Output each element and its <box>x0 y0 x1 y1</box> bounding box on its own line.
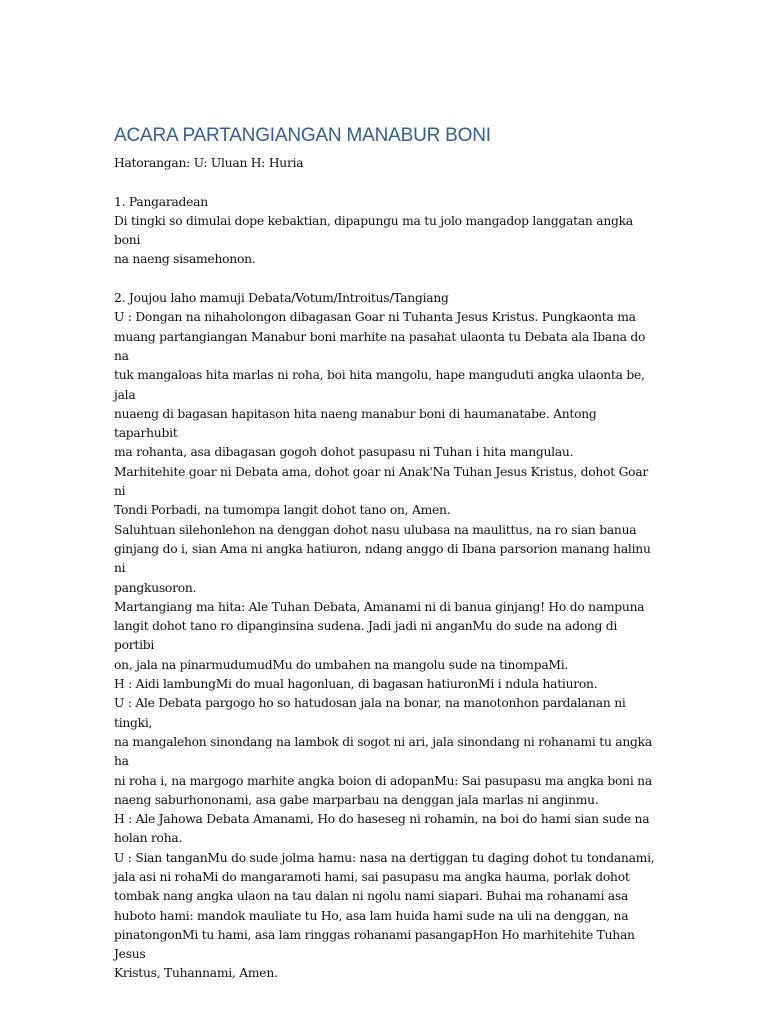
section-body-joujou <box>114 308 659 983</box>
text-line: ginjang do i, sian Ama ni angka hatiuron, ndang anggo di Ibana parsorion manang halinu ni <box>114 541 651 576</box>
spacer <box>114 270 659 289</box>
legend-line: Hatorangan: U: Uluan H: Huria <box>114 156 304 170</box>
text-line: nuaeng di bagasan hapitason hita naeng manabur boni di haumanatabe. Antong taparhubit <box>114 406 597 441</box>
text-line: ma rohanta, asa dibagasan gogoh dohot pasupasu ni Tuhan i hita mangulau. <box>114 445 574 460</box>
text-line: H : Ale Jahowa Debata Amanami, Ho do haseseg ni rohamin, na boi do hami sian sude na <box>114 812 650 827</box>
section-heading-pangaradean: 1. Pangaradean <box>114 194 208 209</box>
text-line: na naeng sisamehonon. <box>114 252 256 267</box>
text-line: H : Aidi lambungMi do mual hagonluan, di bagasan hatiuronMi i ndula hatiuron. <box>114 677 598 692</box>
text-line: langit dohot tano ro dipanginsina sudena. Jadi jadi ni anganMu do sude na adong di portibi <box>114 619 618 653</box>
text-line: pinatongonMi tu hami, asa lam ringgas rohanami pasangapHon Ho marhitehite Tuhan Jesus <box>114 927 635 962</box>
document-page <box>114 124 659 984</box>
text-line: huboto hami: mandok mauliate tu Ho, asa lam huida hami sude na uli na denggan, na <box>114 908 629 923</box>
text-line: U : Ale Debata pargogo ho so hatudosan jala na bonar, na manotonhon pardalanan ni tingki, <box>114 696 626 730</box>
text-line: muang partangiangan Manabur boni marhite na pasahat ulaonta tu Debata ala Ibana do na <box>114 329 646 363</box>
document-title: ACARA PARTANGIANGAN MANABUR BONI <box>114 125 491 146</box>
text-line: ni roha i, na margogo marhite angka boion di adopanMu: Sai pasupasu ma angka boni na <box>114 773 652 788</box>
text-line: pangkusoron. <box>114 580 197 595</box>
text-line: naeng saburhononami, asa gabe marparbau na denggan jala marlas ni anginmu. <box>114 792 599 807</box>
section-heading-joujou: 2. Joujou laho mamuji Debata/Votum/Introitus/Tangiang <box>114 291 449 306</box>
text-line: jala asi ni rohaMi do mangaramoti hami, sai pasupasu ma angka hauma, porlak dohot <box>114 869 630 884</box>
text-line: tuk mangaloas hita marlas ni roha, boi hita mangolu, hape manguduti angka ulaonta be, jala <box>114 368 645 402</box>
text-line: Tondi Porbadi, na tumompa langit dohot tano on, Amen. <box>114 503 451 518</box>
text-line: Martangiang ma hita: Ale Tuhan Debata, Amanami ni di banua ginjang! Ho do nampuna <box>114 599 645 614</box>
text-line: Saluhtuan silehonlehon na denggan dohot nasu ulubasa na maulittus, na ro sian banua <box>114 522 637 537</box>
text-line: U : Sian tanganMu do sude jolma hamu: nasa na dertiggan tu daging dohot tu tondanami, <box>114 850 655 865</box>
text-line: Marhitehite goar ni Debata ama, dohot goar ni Anak'Na Tuhan Jesus Kristus, dohot Goar ni <box>114 464 649 499</box>
text-line: tombak nang angka ulaon na tau dalan ni ngolu nami siapari. Buhai ma rohanami asa <box>114 889 629 904</box>
text-line: holan roha. <box>114 831 183 846</box>
text-line: na mangalehon sinondang na lambok di sogot ni ari, jala sinondang ni rohanami tu angka ha <box>114 734 652 769</box>
text-line: Di tingki so dimulai dope kebaktian, dipapungu ma tu jolo mangadop langgatan angka boni <box>114 213 633 248</box>
text-line: U : Dongan na nihaholongon dibagasan Goar ni Tuhanta Jesus Kristus. Pungkaonta ma <box>114 310 636 325</box>
text-line: Kristus, Tuhannami, Amen. <box>114 966 278 981</box>
section-body-pangaradean <box>114 212 659 270</box>
spacer <box>114 173 659 192</box>
text-line: on, jala na pinarmudumudMu do umbahen na mangolu sude na tinompaMi. <box>114 657 569 672</box>
